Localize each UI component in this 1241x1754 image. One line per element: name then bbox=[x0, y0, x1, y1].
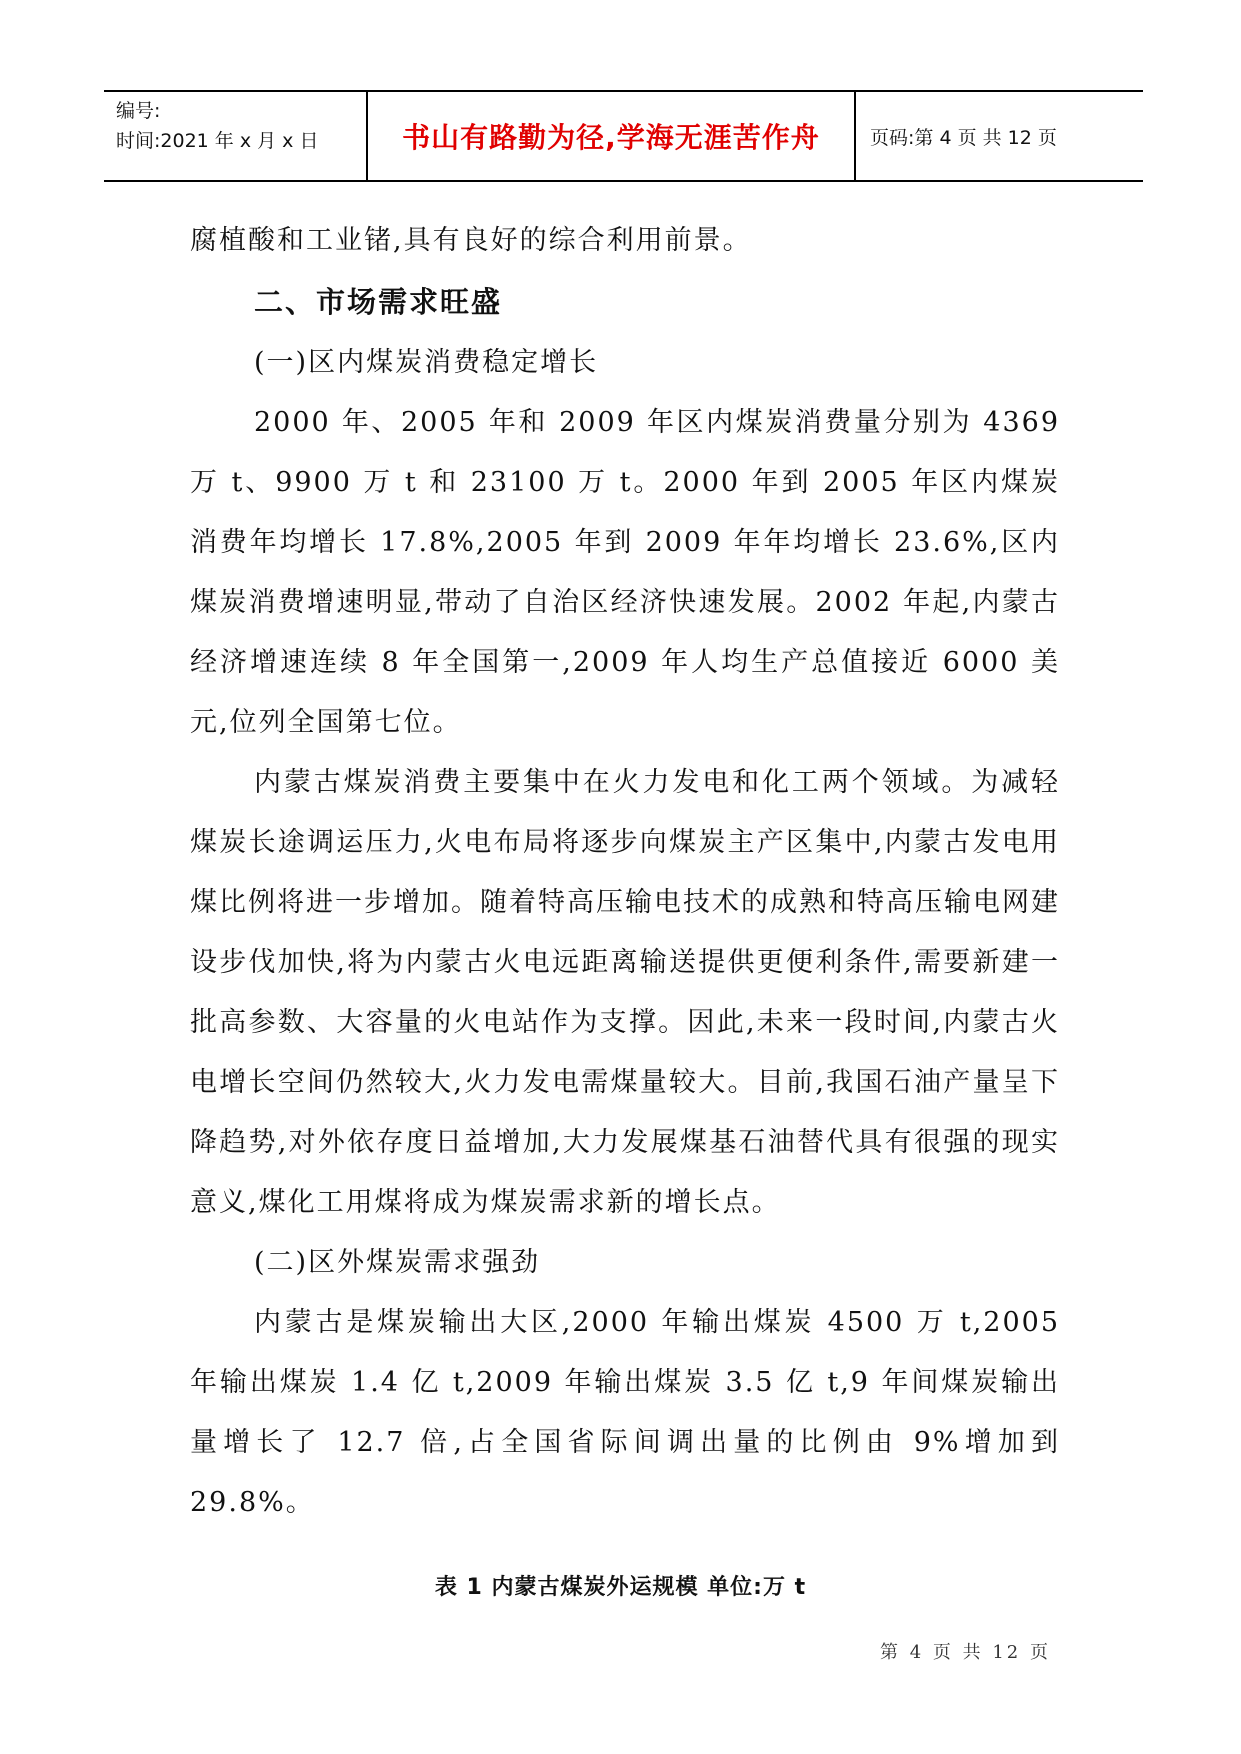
document-body bbox=[190, 211, 1060, 1533]
header-page-info: 页码:第 4 页 共 12 页 bbox=[870, 126, 1057, 149]
table-caption: 表 1 内蒙古煤炭外运规模 单位:万 t bbox=[434, 1575, 807, 1600]
subsection-heading-1: (一)区内煤炭消费稳定增长 bbox=[254, 347, 599, 378]
paragraph-consumption: 2000 年、2005 年和 2009 年区内煤炭消费量分别为 4369 万 t、9900 万 t 和 23100 万 t。2000 年到 2005 年区内煤炭消费年均增长 17.8%,2005 年到 2009 年年均增长 23.6%,区内煤炭消费增速明显,带动了自治区经济快速发展。2002 年起,内蒙古经济增速连续 8 年全国第一,2009 年人均生产总值接近 6000 美元,位列全国第七位。 bbox=[190, 407, 1060, 738]
paragraph-continued: 腐植酸和工业锗,具有良好的综合利用前景。 bbox=[190, 225, 752, 256]
page-footer: 第 4 页 共 12 页 bbox=[880, 1642, 1051, 1663]
subsection-heading-2: (二)区外煤炭需求强劲 bbox=[254, 1247, 541, 1278]
header-meta bbox=[104, 92, 368, 180]
section-heading: 二、市场需求旺盛 bbox=[254, 285, 503, 319]
page-header bbox=[104, 90, 1143, 182]
paragraph-export: 内蒙古是煤炭输出大区,2000 年输出煤炭 4500 万 t,2005 年输出煤炭 1.4 亿 t,2009 年输出煤炭 3.5 亿 t,9 年间煤炭输出量增长了 12.7 倍,占全国省际间调出量的比例由 9%增加到 29.8%。 bbox=[190, 1307, 1060, 1518]
document-time: 时间:2021 年 x 月 x 日 bbox=[116, 130, 319, 152]
header-motto: 书山有路勤为径,学海无涯苦作舟 bbox=[368, 92, 856, 180]
paragraph-power-chemical: 内蒙古煤炭消费主要集中在火力发电和化工两个领域。为减轻煤炭长途调运压力,火电布局将逐步向煤炭主产区集中,内蒙古发电用煤比例将进一步增加。随着特高压输电技术的成熟和特高压输电网建设步伐加快,将为内蒙古火电远距离输送提供更便利条件,需要新建一批高参数、大容量的火电站作为支撑。因此,未来一段时间,内蒙古火电增长空间仍然较大,火力发电需煤量较大。目前,我国石油产量呈下降趋势,对外依存度日益增加,大力发展煤基石油替代具有很强的现实意义,煤化工用煤将成为煤炭需求新的增长点。 bbox=[190, 767, 1060, 1218]
document-number-label: 编号: bbox=[116, 100, 161, 122]
